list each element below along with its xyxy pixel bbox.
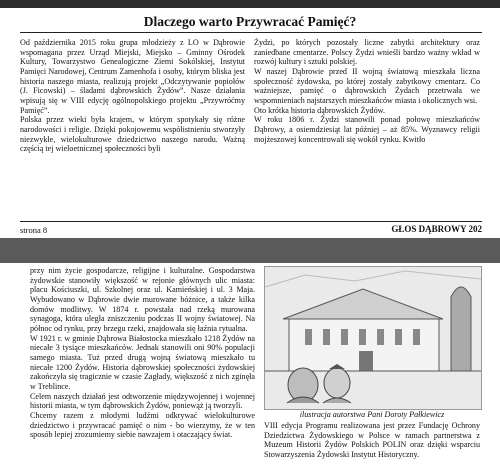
paragraph: W 1921 r. w gminie Dąbrowa Białostocka mieszkało 1218 Żydów na niecałe 3 tysiące mieszkańców. Jednak stanowili oni 90% populacji samego miasta. Tuż przed drugą wojną światową mieszkało tu niecałe 1200 Żydów. Historia dąbrowskiej społeczności żydowskiej zakończyła się tragicznie w czasie Zagłady, większość z nich zginęła w Treblince. — [30, 333, 255, 391]
article-title: Dlaczego warto Przywracać Pamięć? — [143, 14, 357, 29]
sketch-synagogue-and-children-icon — [264, 266, 482, 410]
page1-right-column — [254, 38, 480, 144]
paragraph: Oto krótka historia dąbrowskich Żydów. — [254, 105, 385, 115]
page-separator — [0, 238, 500, 263]
paragraph: Celem naszych działań jest odtworzenie międzywojennej i wojennej historii miasta, w tym dąbrowskich Żydów, poniewąż ją tworzyli. — [30, 391, 255, 411]
paragraph: Od października 2015 roku grupa młodzieży z LO w Dąbrowie wspomagana przez Urząd Miejski, Miejsko – Gminny Ośrodek Kultury, Towarzystwo Genealogiczne Ziemi Sokólskiej, Instytut Pamięci Narodowej, Centrum Zamenhofa i osoby, którym bliska jest historia naszego miasta, realizują projekt „Odczytywanie popiołów (J. Ficowski) – śladami dąbrowskich Żydów”. Nasze działania wpisują się w VIII edycję ogólnopolskiego projektu „Przywróćmy Pamięć”. — [20, 38, 245, 115]
page2-right-column — [264, 421, 480, 460]
page2-left-column — [30, 266, 255, 440]
illustration-caption: ilustracja autorstwa Pani Doroty Pałkiewicz — [299, 410, 445, 419]
paragraph: Chcemy razem z młodymi ludźmi odkrywać wielokulturowe dziedzictwo i przywracać pamięć o nim - bo wierzymy, że w ten sposób lepiej zrozumiemy siebie nawzajem i otaczający świat. — [30, 410, 255, 440]
title-rule — [20, 32, 482, 33]
paragraph: VIII edycja Programu realizowana jest przez Fundację Ochrony Dziedzictwa Żydowskiego w Polsce w ramach partnerstwa z Muzeum Historii Żydów Polskich POLIN oraz dzięki wsparciu Stowarzyszenia Żydowski Instytut Historyczny. — [264, 421, 480, 459]
top-edge-band — [0, 0, 500, 8]
page1-left-column — [20, 38, 245, 154]
paragraph: W roku 1806 r. Żydzi stanowili ponad połowę mieszkańców Dąbrowy, a osiemdziesiąt lat później – aż 85%. Wyznawcy religii mojżeszowej koncentrowali się wokół rynku. Kwitło — [254, 115, 480, 144]
footer-rule — [20, 221, 482, 222]
paragraph: W naszej Dąbrowie przed II wojną światową mieszkała liczna społeczność żydowska, po której zostały zabytkowy cmentarz. Co ważniejsze, pamięć o dąbrowskich Żydach przetrwała we wspomnieniach najstarszych mieszkańców miasta i okolicznych wsi. — [254, 66, 480, 105]
paragraph: Żydzi, po których pozostały liczne zabytki architektury oraz zaniedbane cmentarze. Polscy Żydzi wnieśli bardzo ważny wkład w rozwój kultury i sztuki polskiej. — [254, 38, 480, 67]
publication-name: GŁOS DĄBROWY 202 — [391, 224, 482, 234]
page-number: strona 8 — [20, 225, 48, 235]
paragraph: przy nim życie gospodarcze, religijne i kulturalne. Gospodarstwa żydowskie stanowiły większość w rejonie głównych ulic miasta: placu Kościuszki, ul. Szkolnej oraz ul. Kamieńskiej i ul. 3 Maja. Wybudowano w Dąbrowie dwie murowane bóżnice, a także kilka domów modlitwy. W 1874 r. powstała nad rzeką murowana synagoga, która uległa zniszczeniu podczas II wojny światowej. Na północ od rynku, przy brzegu rzeki, znajdowała się łaźnia rytualna. — [30, 266, 255, 333]
paragraph: Polska przez wieki była krajem, w którym spotykały się różne narodowości i religie. Dzięki pokojowemu współistnieniu stworzyły niezwykłe, wielokulturowe dziedzictwo naszego narodu. Ważną częścią tej wieloetnicznej społeczności byli — [20, 115, 245, 154]
